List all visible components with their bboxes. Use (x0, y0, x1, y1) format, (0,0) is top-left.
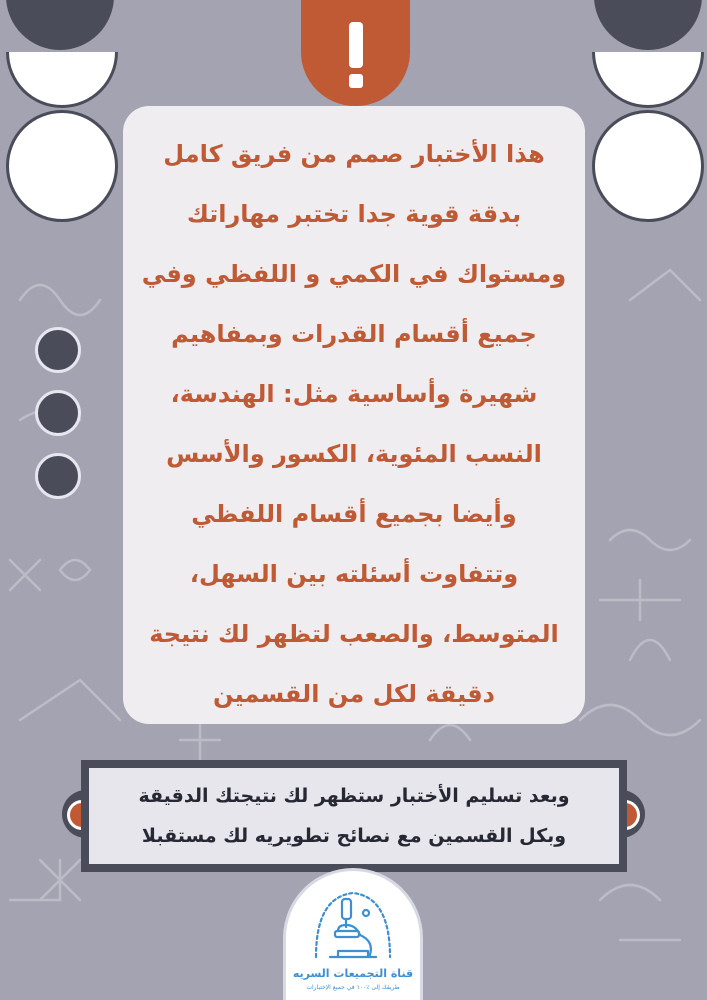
main-line: وأيضا بجميع أقسام اللفظي (191, 500, 517, 528)
main-line: هذا الأختبار صمم من فريق كامل (163, 140, 545, 168)
logo-tagline: طريقك إلى ٪١٠٠ في جميع الإختبارات (306, 984, 400, 991)
microscope-icon (308, 887, 398, 967)
top-left-white-circle (6, 110, 118, 222)
left-dot-2 (35, 390, 81, 436)
main-line: وتتفاوت أسئلته بين السهل، (189, 560, 519, 588)
alert-badge (301, 0, 410, 106)
info-line: وبعد تسليم الأختبار ستظهر لك نتيجتك الدقيقة (138, 785, 570, 807)
left-dot-3 (35, 453, 81, 499)
main-description (134, 124, 574, 724)
left-dot-1 (35, 327, 81, 373)
main-line: جميع أقسام القدرات وبمفاهيم (171, 320, 537, 348)
main-line: المتوسط، والصعب لتظهر لك نتيجة (149, 620, 559, 648)
top-right-white-circle (592, 110, 704, 222)
main-line: النسب المئوية، الكسور والأسس (166, 440, 542, 468)
main-line: بدقة قوية جدا تختبر مهاراتك (186, 200, 522, 228)
main-line: دقيقة لكل من القسمين (213, 680, 495, 708)
channel-logo (283, 868, 423, 1000)
main-line: شهيرة وأساسية مثل: الهندسة، (170, 380, 538, 408)
info-banner (81, 760, 627, 872)
info-text (89, 776, 619, 856)
main-line: ومستواك في الكمي و اللفظي وفي (141, 260, 567, 288)
info-line: وبكل القسمين مع نصائح تطويريه لك مستقبلا (141, 825, 567, 847)
info-banner-inner (89, 768, 619, 864)
logo-title: قناة التجميعات السريه (292, 967, 414, 980)
